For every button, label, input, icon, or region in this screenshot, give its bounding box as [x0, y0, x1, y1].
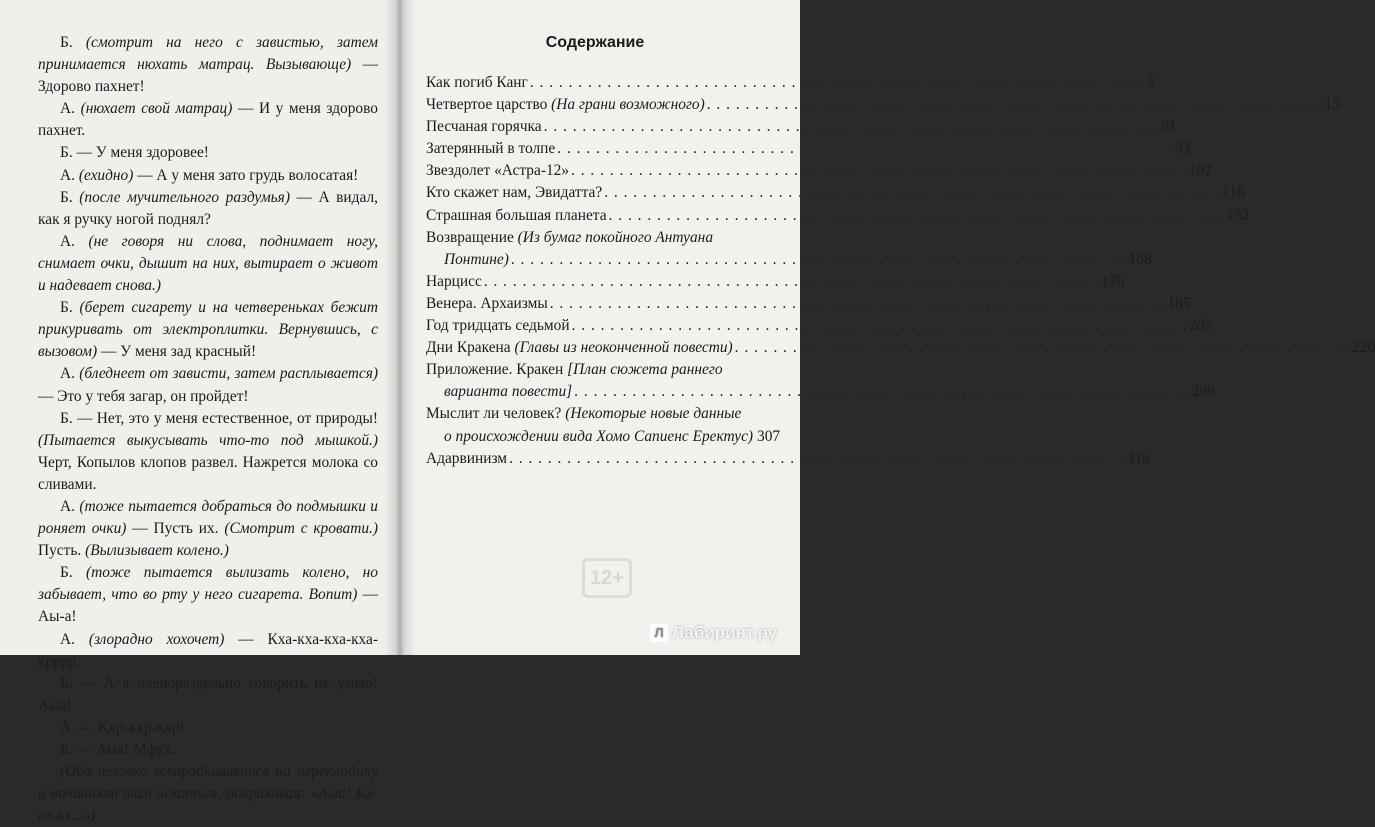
- text-run: Черт, Копылов клопов развел. Нажрется молока со сливами.: [38, 453, 378, 493]
- text-run: Нарцисс: [426, 272, 482, 290]
- text-run: А.: [60, 100, 81, 118]
- italic-text-run: (берет сигарету и на четвереньках бежит прикуривать от электроплитки. Вернувшись, с вызовом): [38, 299, 378, 361]
- dialogue-text: [38, 32, 378, 827]
- toc-entry: [426, 448, 1150, 470]
- toc-dot-leader: [735, 337, 1351, 359]
- toc-entry: [426, 94, 1340, 116]
- italic-text-run: (тоже пытается добраться до подмышки и роняет очки): [38, 497, 378, 538]
- text-run: — Пусть их.: [126, 520, 225, 538]
- italic-text-run: (Некоторые новые данные: [565, 405, 742, 423]
- text-run: Страшная большая планета: [426, 206, 607, 224]
- watermark-logo-icon: Л: [650, 624, 668, 642]
- toc-dot-leader: [707, 94, 1323, 116]
- toc-dot-leader: [604, 182, 1220, 204]
- toc-page-number: 132: [1226, 206, 1250, 224]
- watermark: [650, 620, 790, 646]
- text-run: Б.: [60, 34, 86, 51]
- toc-entry-title: [426, 448, 507, 470]
- text-run: Затерянный в толпе: [426, 140, 556, 158]
- toc-entry-title: [426, 94, 705, 116]
- italic-text-run: (злорадно хохочет): [88, 630, 225, 648]
- dialogue-paragraph: [38, 496, 378, 562]
- text-run: Дни Кракена: [426, 339, 515, 357]
- toc-entry: [426, 293, 1191, 315]
- toc-entry-title: [444, 381, 572, 403]
- italic-text-run: (На грани возможного): [551, 96, 705, 114]
- text-run: Кто скажет нам, Эвидатта?: [426, 184, 603, 202]
- text-run: Звездолет «Астра-12»: [426, 162, 570, 180]
- toc-dot-leader: [544, 116, 1160, 138]
- toc-dot-leader: [484, 271, 1100, 293]
- toc-page-number: 116: [1221, 184, 1245, 202]
- dialogue-paragraph: [38, 408, 378, 496]
- text-run: Год тридцать седьмой: [426, 317, 570, 335]
- text-run: — Аы-а!: [38, 586, 378, 626]
- toc-entry-title: [426, 337, 733, 359]
- toc-dot-leader: [572, 315, 1188, 337]
- italic-text-run: о происхождении вида Хомо Сапиенс Еректус): [444, 427, 754, 445]
- text-run: Адарвинизм: [426, 449, 508, 467]
- italic-text-run: (нюхает свой матрац): [80, 100, 233, 118]
- text-run: Четвертое царство: [426, 96, 552, 114]
- italic-text-run: (бледнеет от зависти, затем расплывается): [79, 365, 379, 383]
- table-of-contents: [426, 72, 1375, 470]
- italic-text-run: (Главы из неоконченной повести): [514, 339, 733, 357]
- toc-dot-leader: [550, 293, 1166, 315]
- toc-entry: [426, 381, 1215, 403]
- text-run: А. — Кхр-кхр-кхр!: [60, 718, 185, 736]
- text-run: Б. — Аыа! Мфух.: [60, 741, 176, 758]
- toc-page-number: 168: [1128, 250, 1152, 268]
- toc-page-number: 81: [1161, 118, 1177, 136]
- toc-page-number: 185: [1167, 294, 1191, 312]
- text-run: — Кха-кха-кха-кха-крррр.: [38, 630, 378, 670]
- text-run: А.: [60, 497, 80, 515]
- italic-text-run: (Пытается выкусывать что-то под мышкой.): [38, 431, 378, 449]
- text-run: А.: [60, 630, 89, 648]
- italic-text-run: (ехидно): [78, 166, 134, 184]
- text-run: Б. — Нет, это у меня естественное, от природы!: [60, 409, 378, 427]
- toc-entry-title: [444, 426, 753, 448]
- text-run: Б.: [60, 299, 80, 317]
- dialogue-paragraph: [38, 231, 378, 297]
- text-run: Песчаная горячка: [426, 118, 542, 136]
- text-run: — Это у тебя загар, он пройдет!: [38, 387, 249, 405]
- text-run: А.: [60, 232, 89, 250]
- toc-entry-title: [444, 249, 509, 271]
- italic-text-run: (Вылизывает колено.): [85, 542, 229, 560]
- toc-entry: [426, 205, 1250, 227]
- toc-dot-leader: [509, 448, 1125, 470]
- dialogue-paragraph: [38, 717, 378, 739]
- toc-entry: [426, 249, 1152, 271]
- toc-entry-title: [426, 138, 555, 160]
- toc-entry: [426, 271, 1125, 293]
- toc-entry: [426, 116, 1177, 138]
- dialogue-paragraph: [38, 673, 378, 717]
- text-run: — И у меня здорово пахнет.: [38, 100, 378, 140]
- dialogue-paragraph: [38, 297, 378, 363]
- toc-entry-title: [426, 271, 482, 293]
- toc-page-number: 13: [1324, 96, 1340, 114]
- text-run: Возвращение: [426, 228, 518, 246]
- text-run: Мыслит ли человек?: [426, 405, 566, 423]
- text-run: Б. — У меня здоровее!: [60, 144, 209, 162]
- dialogue-paragraph: [38, 739, 378, 761]
- toc-entry-title: [426, 72, 528, 94]
- dialogue-paragraph: [38, 142, 378, 164]
- toc-dot-leader: [511, 249, 1127, 271]
- italic-text-run: (Из бумаг покойного Антуана: [517, 228, 714, 246]
- toc-entry-line: [426, 227, 770, 249]
- text-run: А.: [60, 166, 79, 184]
- watermark-text: Лабиринт.ру: [672, 623, 778, 642]
- text-run: Б. — А я членораздельно говорить не умею! Аыа!: [38, 674, 378, 714]
- toc-dot-leader: [574, 381, 1190, 403]
- toc-entry-title: [426, 293, 548, 315]
- italic-text-run: варианта повести]: [444, 383, 573, 401]
- text-run: А.: [60, 365, 80, 383]
- dialogue-paragraph: [38, 165, 378, 187]
- toc-page-number: 93: [1174, 140, 1191, 158]
- left-page: [0, 0, 400, 825]
- text-run: — А видал, как я ручку ногой поднял?: [38, 188, 378, 228]
- toc-entry-title: [426, 160, 569, 182]
- text-run: Приложение. Кракен: [426, 361, 568, 379]
- italic-text-run: (не говоря ни слова, поднимает ногу, снимает очки, дышит на них, вытирает о живот и надевает снова.): [38, 232, 378, 295]
- toc-entry-title: [426, 116, 542, 138]
- toc-entry: [426, 138, 1191, 160]
- age-rating-badge: 12+: [582, 558, 632, 598]
- toc-dot-leader: [557, 138, 1173, 160]
- toc-entry: [426, 337, 1375, 359]
- toc-entry: [426, 315, 1213, 337]
- italic-text-run: [План сюжета раннего: [567, 361, 723, 379]
- text-run: — У меня зад красный!: [97, 343, 257, 361]
- toc-dot-leader: [530, 72, 1146, 94]
- text-run: Венера. Архаизмы: [426, 294, 548, 312]
- dialogue-paragraph: [38, 562, 378, 628]
- toc-page-number: 102: [1188, 162, 1212, 180]
- contents-title: Содержание: [545, 34, 645, 51]
- italic-text-run: Понтине): [444, 250, 509, 268]
- toc-page-number: 176: [1101, 272, 1125, 290]
- text-run: Б.: [60, 188, 80, 206]
- dialogue-paragraph: [38, 363, 378, 407]
- dialogue-paragraph: [38, 98, 378, 142]
- toc-entry: [426, 426, 781, 448]
- text-run: Пусть.: [38, 542, 86, 560]
- toc-entry-line: [426, 359, 770, 381]
- toc-dot-leader: [571, 160, 1187, 182]
- dialogue-paragraph: [38, 629, 378, 673]
- text-run: — А у меня зато грудь волосатая!: [133, 166, 359, 184]
- text-run: Б.: [60, 564, 86, 582]
- toc-page-number: 205: [1189, 317, 1213, 335]
- toc-page-number: 220: [1352, 339, 1375, 357]
- italic-text-run: (после мучительного раздумья): [79, 188, 290, 206]
- toc-entry: [426, 72, 1156, 94]
- italic-text-run: (смотрит на него с завистью, затем принимается нюхать матрац. Вызывающе): [38, 34, 378, 74]
- toc-entry: [426, 182, 1245, 204]
- toc-page-number: 316: [1126, 449, 1150, 467]
- italic-text-run: (Оба неловко вскарабкиваются на перекладину и начинают там искаться, покрикивая: «Аыа! Кх-кх-кх...»): [38, 763, 378, 825]
- toc-entry: [426, 160, 1212, 182]
- italic-text-run: (Смотрит с кровати.): [224, 520, 378, 538]
- dialogue-paragraph: [38, 761, 378, 827]
- toc-dot-leader: [609, 205, 1225, 227]
- toc-entry-title: [426, 315, 570, 337]
- toc-entry-title: [426, 182, 602, 204]
- toc-entry-title: [426, 205, 607, 227]
- toc-page-number: 307: [757, 427, 781, 445]
- toc-page-number: 5: [1147, 74, 1156, 91]
- dialogue-paragraph: [38, 187, 378, 231]
- toc-entry-line: [426, 403, 770, 425]
- dialogue-paragraph: [38, 32, 378, 98]
- text-run: Как погиб Канг: [426, 74, 528, 91]
- toc-page-number: 296: [1191, 383, 1215, 401]
- text-run: — Здорово пахнет!: [38, 56, 378, 96]
- italic-text-run: (тоже пытается вылизать колено, но забывает, что во рту у него сигарета. Вопит): [38, 564, 378, 604]
